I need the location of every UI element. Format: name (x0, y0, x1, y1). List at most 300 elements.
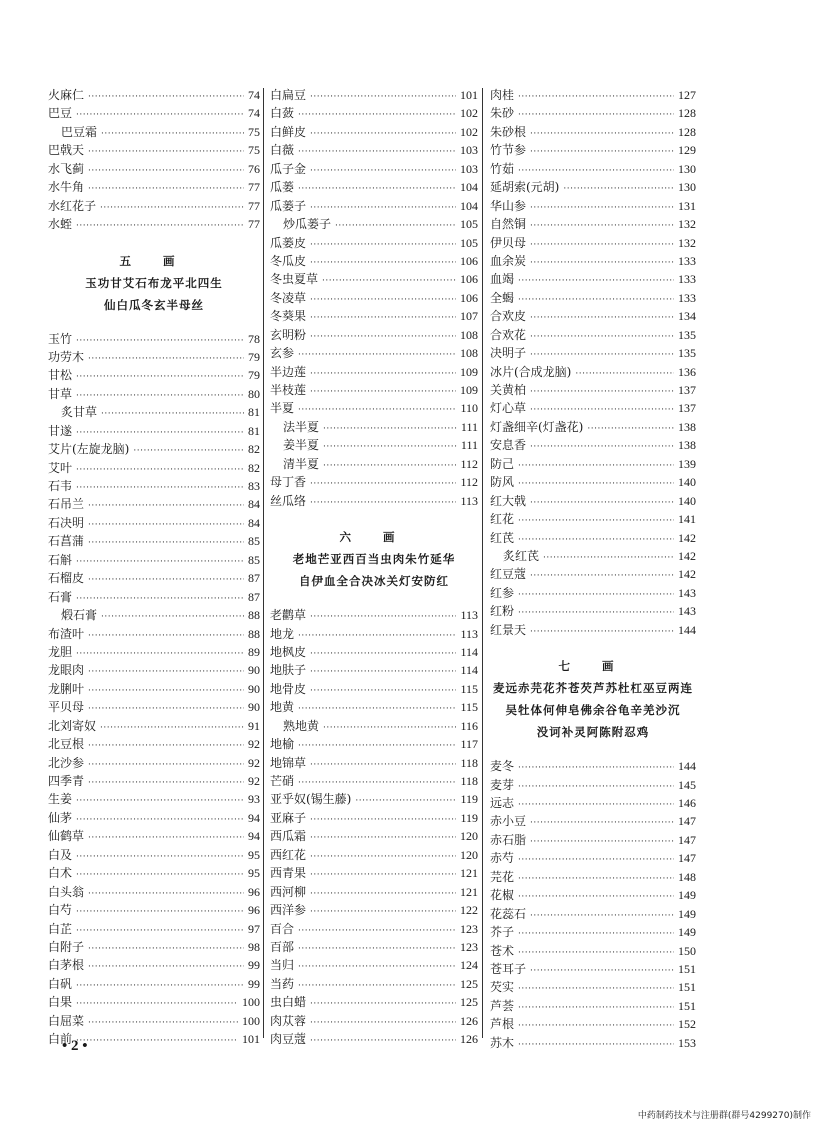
entry-page-number: 94 (248, 810, 260, 825)
entry-name: 肉苁蓉 (270, 1013, 307, 1028)
entry-page-number: 153 (678, 1035, 696, 1050)
entry-page-number: 146 (678, 796, 696, 810)
column-divider (482, 88, 483, 1038)
entry-page-number: 115 (460, 700, 478, 715)
entry-name: 血竭 (490, 272, 515, 287)
dot-leader (530, 254, 674, 270)
entry-page-number: 148 (678, 869, 696, 884)
entry-page-number: 81 (248, 405, 260, 420)
entry-page-number: 88 (248, 626, 260, 641)
section-title: 六 画 (339, 530, 409, 545)
dot-leader (298, 401, 456, 417)
entry-name: 石榴皮 (48, 571, 85, 586)
entry-name: 赤芍 (490, 851, 515, 866)
entry-page-number: 121 (460, 866, 478, 881)
entry-page-number: 102 (460, 124, 478, 139)
entry-page-number: 142 (678, 567, 696, 582)
index-entry (490, 602, 696, 620)
entry-name: 肉豆蔻 (270, 1032, 307, 1047)
dot-leader (310, 88, 456, 104)
index-entry (270, 956, 478, 974)
entry-name: 苍耳子 (490, 961, 527, 976)
entry-page-number: 139 (678, 456, 696, 471)
entry-name: 百合 (270, 921, 295, 936)
entry-page-number: 106 (460, 290, 478, 305)
dot-leader (310, 995, 456, 1011)
entry-page-number: 120 (460, 847, 478, 862)
entry-page-number: 108 (460, 346, 478, 361)
entry-page-number: 97 (248, 921, 260, 936)
entry-page-number: 100 (242, 995, 260, 1010)
index-entry (270, 381, 478, 399)
dot-leader (88, 737, 244, 753)
entry-page-number: 142 (678, 530, 696, 545)
index-entry (48, 86, 260, 104)
dot-leader (518, 162, 674, 178)
entry-page-number: 87 (248, 571, 260, 586)
entry-page-number: 105 (460, 217, 478, 232)
watermark: 中药制药技术与注册群(群号4299270)制作 (637, 1111, 811, 1121)
entry-name: 红粉 (490, 604, 515, 619)
entry-page-number: 113 (460, 626, 478, 641)
dot-leader (88, 497, 244, 513)
index-entry (490, 86, 696, 104)
entry-page-number: 149 (678, 925, 696, 940)
index-entry (48, 197, 260, 215)
dot-leader (298, 977, 456, 993)
index-entry (270, 289, 478, 307)
column-divider (263, 88, 264, 1038)
index-subentry (270, 436, 478, 454)
entry-page-number: 90 (248, 681, 260, 696)
dot-leader (530, 217, 674, 233)
index-entry (490, 923, 696, 941)
dot-leader (76, 848, 244, 864)
index-entry (270, 680, 478, 698)
entry-name: 全蝎 (490, 290, 515, 305)
index-entry (490, 978, 696, 996)
entry-page-number: 84 (248, 515, 260, 530)
entry-page-number: 111 (460, 419, 478, 434)
entry-page-number: 129 (678, 143, 696, 158)
dot-leader (101, 125, 244, 141)
index-entry (490, 584, 696, 602)
entry-page-number: 135 (678, 327, 696, 342)
index-entry (270, 178, 478, 196)
entry-name: 白薇 (270, 143, 295, 158)
entry-page-number: 83 (248, 479, 260, 493)
entry-page-number: 88 (248, 608, 260, 623)
section-title: 五 画 (119, 253, 189, 268)
index-entry (48, 385, 260, 403)
entry-name: 合欢皮 (490, 309, 527, 324)
entry-page-number: 108 (460, 327, 478, 342)
dot-leader (76, 368, 244, 384)
entry-name: 血余炭 (490, 253, 527, 268)
dot-leader (530, 962, 674, 978)
entry-page-number: 114 (460, 663, 478, 678)
index-entry (490, 757, 696, 775)
dot-leader (518, 759, 674, 775)
entry-name: 灯心草 (490, 401, 527, 416)
entry-name: 伊贝母 (490, 235, 527, 250)
index-entry (490, 178, 696, 196)
index-entry (270, 809, 478, 827)
dot-leader (575, 365, 674, 381)
dot-leader (310, 829, 456, 845)
entry-page-number: 113 (460, 608, 478, 623)
entry-page-number: 138 (678, 419, 696, 434)
dot-leader (518, 980, 674, 996)
dot-leader (323, 457, 456, 473)
entry-page-number: 142 (678, 548, 696, 563)
entry-name: 炙甘草 (61, 405, 98, 420)
index-entry (490, 197, 696, 215)
index-entry (270, 698, 478, 716)
entry-name: 百部 (270, 939, 295, 954)
dot-leader (335, 217, 456, 233)
index-entry (490, 252, 696, 270)
entry-page-number: 95 (248, 866, 260, 881)
entry-name: 地龙 (270, 626, 295, 641)
dot-leader (518, 531, 674, 547)
dot-leader (298, 700, 456, 716)
dot-leader (310, 608, 456, 624)
entry-page-number: 125 (460, 995, 478, 1010)
entry-name: 安息香 (490, 438, 527, 453)
entry-name: 赤石脂 (490, 832, 527, 847)
entry-page-number: 104 (460, 198, 478, 213)
dot-leader (310, 328, 456, 344)
index-entry (490, 621, 696, 639)
index-entry (48, 772, 260, 790)
dot-leader (76, 479, 244, 495)
stroke-section-header (48, 234, 260, 330)
entry-name: 冬凌草 (270, 290, 307, 305)
entry-name: 火麻仁 (48, 88, 85, 102)
index-entry (48, 975, 260, 993)
entry-name: 芫花 (490, 869, 515, 884)
index-entry (270, 993, 478, 1011)
index-entry (270, 790, 478, 808)
entry-page-number: 120 (460, 829, 478, 844)
dot-leader (518, 796, 674, 812)
index-entry (490, 849, 696, 867)
dot-leader (530, 814, 674, 830)
index-entry (48, 141, 260, 159)
dot-leader (88, 829, 244, 845)
entry-name: 白前 (48, 1032, 73, 1047)
index-entry (490, 997, 696, 1015)
dot-leader (101, 405, 244, 421)
index-entry (48, 846, 260, 864)
entry-page-number: 75 (248, 124, 260, 139)
dot-leader (530, 199, 674, 215)
index-entry (48, 348, 260, 366)
index-entry (270, 827, 478, 845)
dot-leader (563, 180, 674, 196)
dot-leader (76, 106, 244, 122)
dot-leader (518, 1017, 674, 1033)
index-entry (270, 846, 478, 864)
entry-page-number: 79 (248, 368, 260, 383)
dot-leader (88, 571, 244, 587)
dot-leader (100, 199, 244, 215)
dot-leader (298, 922, 456, 938)
entry-name: 艾叶 (48, 460, 73, 475)
entry-name: 冬葵果 (270, 309, 307, 324)
entry-name: 灯盏细辛(灯盏花) (490, 419, 584, 434)
dot-leader (530, 143, 674, 159)
entry-page-number: 112 (460, 475, 478, 490)
dot-leader (88, 180, 244, 196)
entry-name: 仙鹤草 (48, 829, 85, 844)
entry-name: 竹节参 (490, 143, 527, 158)
dot-leader (518, 604, 674, 620)
dot-leader (355, 792, 456, 808)
entry-page-number: 110 (460, 401, 478, 416)
entry-page-number: 85 (248, 552, 260, 567)
entry-page-number: 96 (248, 903, 260, 918)
index-entry (270, 344, 478, 362)
dot-leader (76, 553, 244, 569)
index-entry (270, 123, 478, 141)
dot-leader (310, 162, 456, 178)
index-entry (270, 938, 478, 956)
index-entry (270, 492, 478, 510)
entry-name: 白蔹 (270, 106, 295, 121)
dot-leader (76, 903, 244, 919)
index-entry (270, 270, 478, 288)
index-entry (270, 399, 478, 417)
entry-page-number: 106 (460, 272, 478, 287)
entry-page-number: 113 (460, 493, 478, 508)
entry-name: 地榆 (270, 737, 295, 752)
index-entry (490, 776, 696, 794)
entry-name: 煅石膏 (61, 608, 98, 623)
dot-leader (88, 940, 244, 956)
index-entry (48, 956, 260, 974)
entry-page-number: 96 (248, 884, 260, 899)
index-entry (490, 307, 696, 325)
dot-leader (518, 870, 674, 886)
index-entry (270, 86, 478, 104)
index-entry (490, 565, 696, 583)
dot-leader (310, 682, 456, 698)
dot-leader (298, 180, 456, 196)
entry-page-number: 112 (460, 456, 478, 471)
entry-name: 生姜 (48, 792, 73, 807)
stroke-section-header (490, 639, 696, 757)
entry-name: 龙眼肉 (48, 663, 85, 678)
index-subentry (490, 547, 696, 565)
index-subentry (270, 215, 478, 233)
entry-name: 花蕊石 (490, 906, 527, 921)
entry-page-number: 105 (460, 235, 478, 250)
index-entry (48, 104, 260, 122)
entry-name: 花椒 (490, 888, 515, 903)
index-entry (270, 772, 478, 790)
index-entry (490, 215, 696, 233)
entry-name: 法半夏 (283, 419, 320, 434)
index-entry (48, 938, 260, 956)
index-entry (490, 473, 696, 491)
index-entry (270, 252, 478, 270)
dot-leader (518, 1036, 674, 1052)
dot-leader (310, 1014, 456, 1030)
dot-leader (298, 346, 456, 362)
entry-page-number: 127 (678, 88, 696, 102)
index-entry (48, 422, 260, 440)
dot-leader (88, 700, 244, 716)
index-entry (490, 1034, 696, 1052)
entry-name: 西河柳 (270, 884, 307, 899)
dot-leader (518, 457, 674, 473)
entry-name: 防己 (490, 456, 515, 471)
index-column-2 (270, 86, 478, 1049)
dot-leader (530, 833, 674, 849)
index-subentry (48, 606, 260, 624)
entry-name: 麦冬 (490, 759, 515, 774)
index-entry (490, 289, 696, 307)
dot-leader (530, 236, 674, 252)
index-entry (490, 529, 696, 547)
entry-page-number: 85 (248, 534, 260, 549)
entry-page-number: 149 (678, 906, 696, 921)
dot-leader (530, 328, 674, 344)
dot-leader (88, 885, 244, 901)
entry-name: 瓜蒌 (270, 180, 295, 195)
entry-page-number: 99 (248, 958, 260, 973)
entry-name: 瓜子金 (270, 161, 307, 176)
entry-name: 远志 (490, 796, 515, 810)
index-entry (490, 831, 696, 849)
index-entry (48, 459, 260, 477)
index-subentry (270, 418, 478, 436)
index-entry (490, 270, 696, 288)
dot-leader (76, 424, 244, 440)
entry-name: 功劳木 (48, 349, 85, 364)
entry-name: 红大戟 (490, 493, 527, 508)
dot-leader (298, 958, 456, 974)
index-entry (270, 864, 478, 882)
index-entry (48, 625, 260, 643)
dot-leader (310, 811, 456, 827)
dot-leader (518, 778, 674, 794)
dot-leader (310, 885, 456, 901)
index-entry (48, 569, 260, 587)
entry-name: 清半夏 (283, 456, 320, 471)
entry-name: 西红花 (270, 847, 307, 862)
dot-leader (530, 383, 674, 399)
entry-name: 半夏 (270, 401, 295, 416)
entry-page-number: 143 (678, 585, 696, 600)
entry-name: 仙茅 (48, 810, 73, 825)
entry-name: 地锦草 (270, 755, 307, 770)
section-character-list: 玉功甘艾石布龙平北四生 (85, 275, 223, 290)
dot-leader (530, 309, 674, 325)
entry-page-number: 122 (460, 903, 478, 918)
entry-page-number: 90 (248, 663, 260, 678)
entry-page-number: 95 (248, 847, 260, 862)
index-entry (48, 735, 260, 753)
entry-name: 虫白蜡 (270, 995, 307, 1010)
index-entry (270, 160, 478, 178)
entry-name: 白及 (48, 847, 73, 862)
entry-page-number: 103 (460, 143, 478, 158)
index-entry (270, 141, 478, 159)
dot-leader (310, 866, 456, 882)
index-entry (48, 330, 260, 348)
index-entry (270, 625, 478, 643)
dot-leader (310, 291, 456, 307)
dot-leader (298, 106, 456, 122)
entry-page-number: 130 (678, 180, 696, 195)
entry-name: 艾片(左旋龙脑) (48, 442, 130, 457)
dot-leader (518, 475, 674, 491)
index-entry (48, 440, 260, 458)
index-entry (48, 754, 260, 772)
entry-name: 白鲜皮 (270, 124, 307, 139)
entry-name: 西青果 (270, 866, 307, 881)
entry-page-number: 94 (248, 829, 260, 844)
dot-leader (310, 254, 456, 270)
index-entry (270, 661, 478, 679)
index-entry (490, 418, 696, 436)
entry-name: 芡实 (490, 980, 515, 995)
entry-page-number: 77 (248, 180, 260, 195)
section-character-list: 吴牡体何伸皂佛余谷龟辛羌沙沉 (505, 703, 681, 718)
entry-page-number: 89 (248, 644, 260, 659)
index-entry (270, 643, 478, 661)
dot-leader (310, 236, 456, 252)
entry-page-number: 77 (248, 198, 260, 213)
dot-leader (310, 903, 456, 919)
entry-page-number: 128 (678, 106, 696, 121)
entry-page-number: 144 (678, 759, 696, 774)
entry-name: 苍术 (490, 943, 515, 958)
index-entry (270, 307, 478, 325)
section-character-list: 老地芒亚西百当虫肉朱竹延华 (292, 552, 456, 567)
entry-name: 白附子 (48, 939, 85, 954)
entry-page-number: 104 (460, 180, 478, 195)
entry-page-number: 87 (248, 589, 260, 604)
index-subentry (270, 717, 478, 735)
entry-name: 赤小豆 (490, 814, 527, 829)
index-entry (490, 492, 696, 510)
entry-page-number: 131 (678, 198, 696, 213)
index-entry (270, 326, 478, 344)
entry-name: 冬瓜皮 (270, 253, 307, 268)
dot-leader (76, 1032, 238, 1048)
dot-leader (298, 737, 456, 753)
index-entry (490, 399, 696, 417)
index-entry (48, 514, 260, 532)
entry-name: 北豆根 (48, 737, 85, 752)
entry-page-number: 82 (248, 442, 260, 457)
entry-name: 布渣叶 (48, 626, 85, 641)
dot-leader (530, 494, 674, 510)
entry-page-number: 136 (678, 364, 696, 379)
index-entry (490, 234, 696, 252)
entry-page-number: 132 (678, 217, 696, 232)
entry-name: 白芍 (48, 903, 73, 918)
entry-page-number: 101 (242, 1032, 260, 1047)
dot-leader (76, 977, 244, 993)
entry-name: 地枫皮 (270, 644, 307, 659)
entry-name: 炙红芪 (503, 548, 540, 563)
entry-name: 延胡索(元胡) (490, 180, 560, 195)
